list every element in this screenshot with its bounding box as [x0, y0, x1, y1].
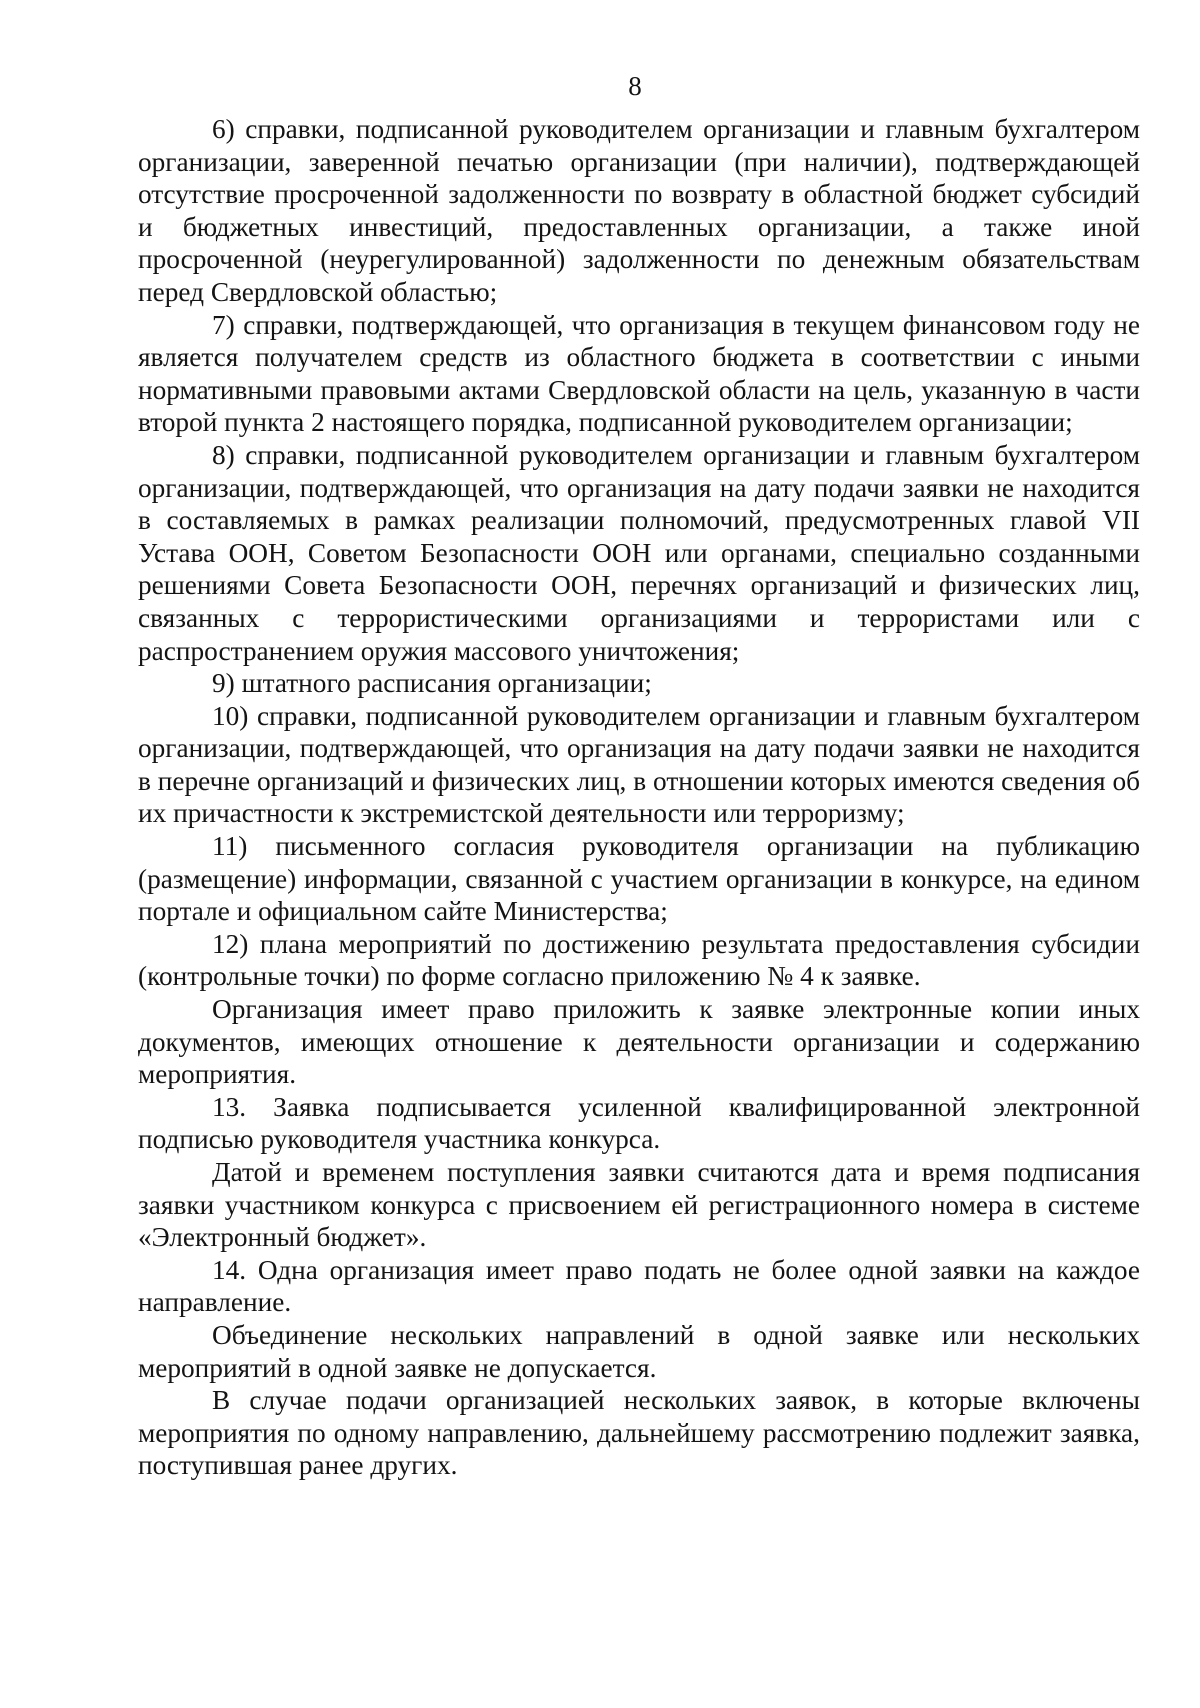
paragraph-item-8: 8) справки, подписанной руководителем организации и главным бухгалтером организации, подтверждающей, что организация на дату подачи заявки не находится в составляемых в рамках реализации полномочий, предусмотренных главой VII Устава ООН, Советом Безопасности ООН или органами, специально созданными решениями Совета Безопасности ООН, перечнях организаций и физических лиц, связанных с террористическими организациями и террористами или с распространением оружия массового уничтожения; — [138, 439, 1140, 666]
page-number: 8 — [628, 71, 642, 101]
paragraph-clause-13: 13. Заявка подписывается усиленной квалифицированной электронной подписью руководителя участника конкурса. — [138, 1091, 1140, 1155]
paragraph-item-10: 10) справки, подписанной руководителем организации и главным бухгалтером организации, подтверждающей, что организация на дату подачи заявки не находится в перечне организаций и физических лиц, в отношении которых имеются сведения об их причастности к экстремистской деятельности или терроризму; — [138, 700, 1140, 829]
paragraph-item-11: 11) письменного согласия руководителя организации на публикацию (размещение) информации, связанной с участием организации в конкурсе, на едином портале и официальном сайте Министерства; — [138, 831, 1140, 927]
paragraph-item-9: 9) штатного расписания организации; — [212, 668, 652, 699]
paragraph-item-6: 6) справки, подписанной руководителем организации и главным бухгалтером организации, заверенной печатью организации (при наличии), подтверждающей отсутствие просроченной задолженности по возврату в областной бюджет субсидий и бюджетных инвестиций, предоставленных организации, а также иной просроченной (неурегулированной) задолженности по денежным обязательствам перед Свердловской областью; — [138, 114, 1140, 307]
paragraph-item-7: 7) справки, подтверждающей, что организация в текущем финансовом году не является получателем средств из областного бюджета в соответствии с иными нормативными правовыми актами Свердловской области на цель, указанную в части второй пункта 2 настоящего порядка, подписанной руководителем организации; — [138, 309, 1140, 438]
paragraph-multiple-submissions: В случае подачи организацией нескольких заявок, в которые включены мероприятия по одному направлению, дальнейшему рассмотрению подлежит заявка, поступившая ранее других. — [138, 1385, 1140, 1481]
document-body — [138, 113, 1140, 1482]
paragraph-merge-restriction: Объединение нескольких направлений в одной заявке или нескольких мероприятий в одной заявке не допускается. — [138, 1319, 1140, 1383]
paragraph-item-12: 12) плана мероприятий по достижению результата предоставления субсидии (контрольные точки) по форме согласно приложению № 4 к заявке. — [138, 928, 1140, 992]
paragraph-clause-14: 14. Одна организация имеет право подать не более одной заявки на каждое направление. — [138, 1254, 1140, 1318]
paragraph-attachments: Организация имеет право приложить к заявке электронные копии иных документов, имеющих отношение к деятельности организации и содержанию мероприятия. — [138, 994, 1140, 1090]
paragraph-submission-date: Датой и временем поступления заявки считаются дата и время подписания заявки участником конкурса с присвоением ей регистрационного номера в системе «Электронный бюджет». — [138, 1157, 1140, 1253]
